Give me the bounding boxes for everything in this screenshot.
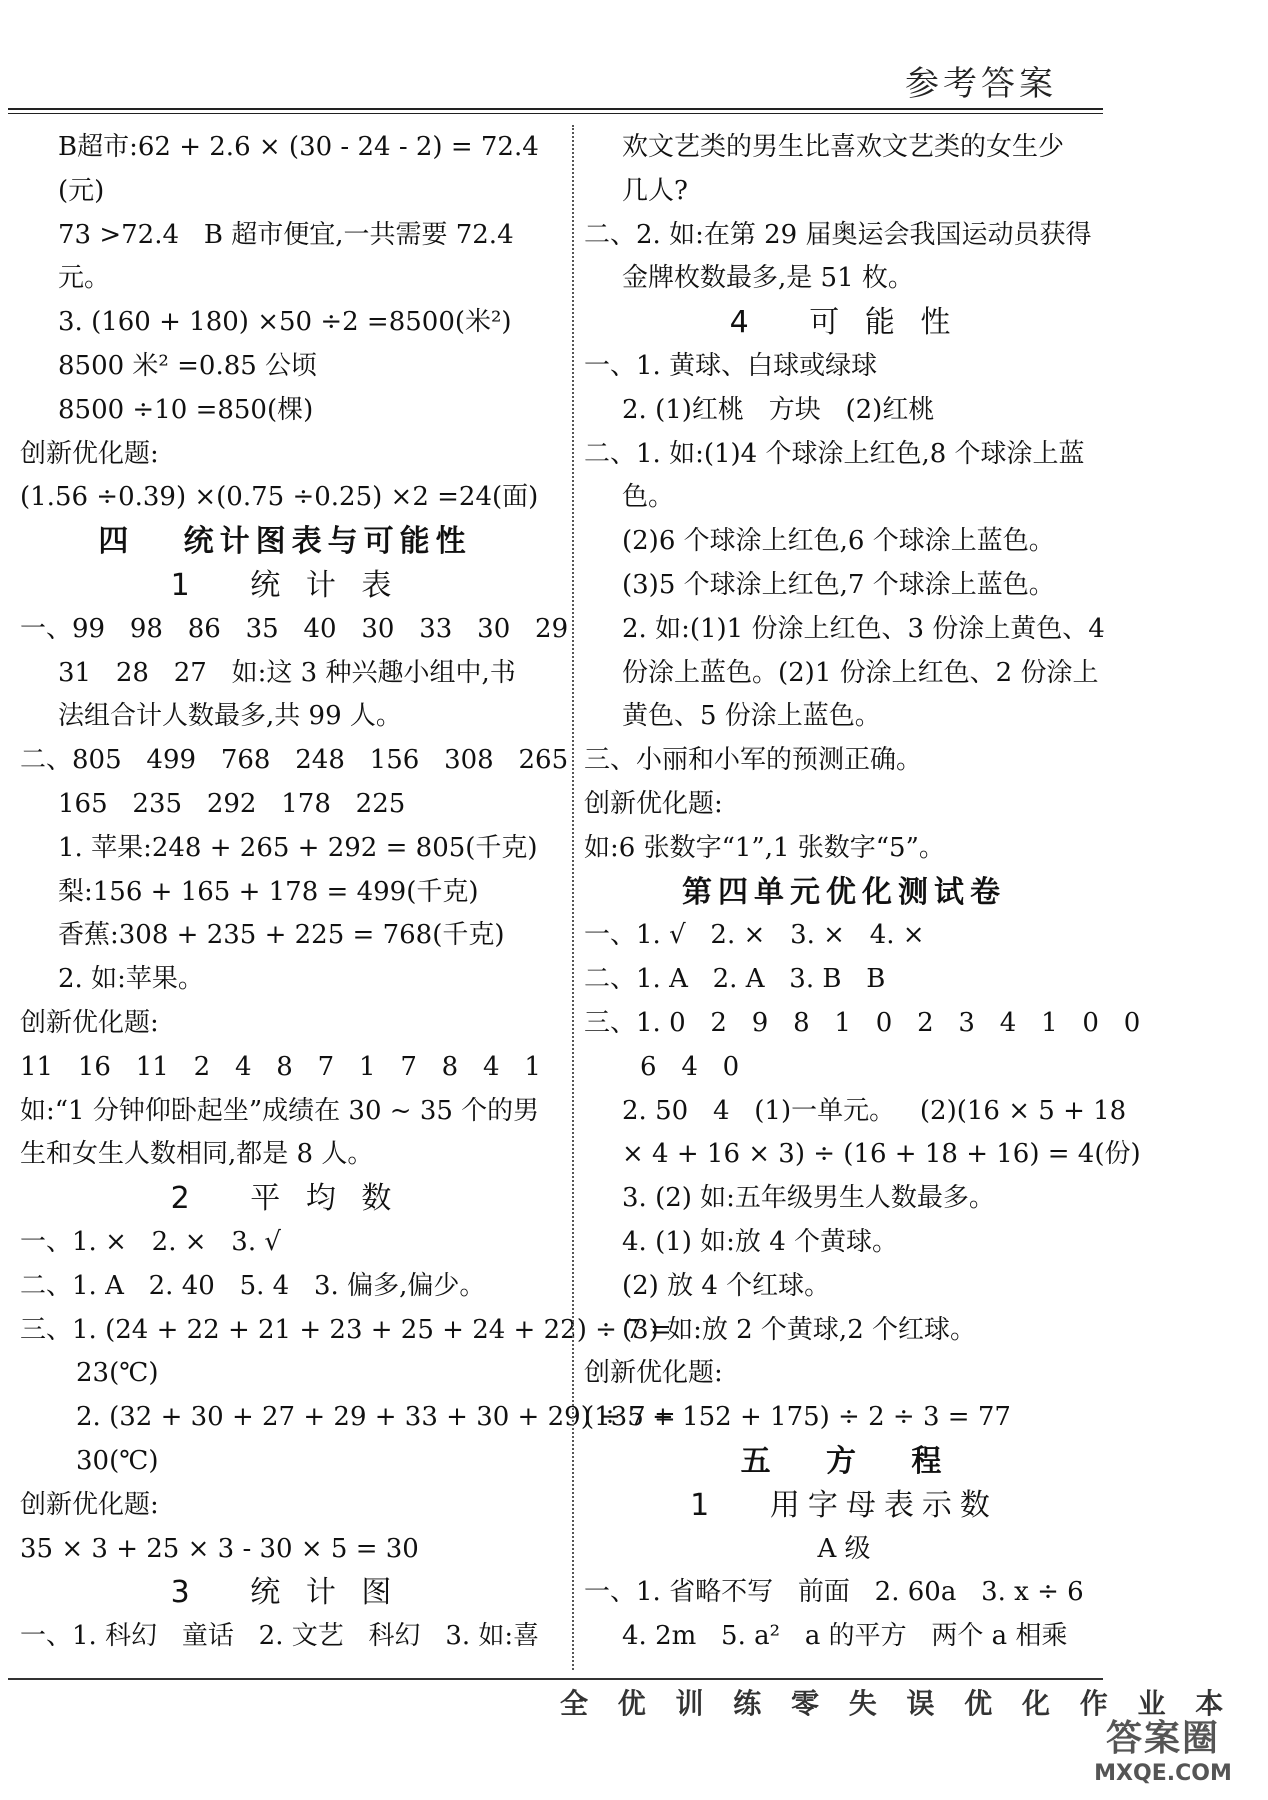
answer-line: 二、1. A 2. 40 5. 4 3. 偏多,偏少。 xyxy=(20,1270,486,1301)
answer-line: (2) 放 4 个红球。 xyxy=(622,1270,831,1301)
section-heading: 3 统 计 图 xyxy=(170,1575,400,1611)
section-heading: 五 方 程 xyxy=(740,1443,948,1479)
answer-line: 梨:156 + 165 + 178 = 499(千克) xyxy=(58,876,479,907)
answer-line: 份涂上蓝色。(2)1 份涂上红色、2 份涂上 xyxy=(622,657,1099,688)
answer-line: (135 + 152 + 175) ÷ 2 ÷ 3 = 77 xyxy=(584,1402,1011,1433)
section-heading: 第四单元优化测试卷 xyxy=(682,874,1006,910)
answer-line: 一、1. 黄球、白球或绿球 xyxy=(584,350,878,381)
answer-line: × 4 + 16 × 3) ÷ (16 + 18 + 16) = 4(份) xyxy=(622,1139,1141,1170)
answer-line: 如:6 张数字“1”,1 张数字“5”。 xyxy=(584,832,945,863)
answer-line: 2. 如:(1)1 份涂上红色、3 份涂上黄色、4 xyxy=(622,613,1105,644)
answer-line: (2)6 个球涂上红色,6 个球涂上蓝色。 xyxy=(622,526,1055,557)
answer-line: 二、2. 如:在第 29 届奥运会我国运动员获得 xyxy=(584,219,1092,250)
answer-line: 2. (32 + 30 + 27 + 29 + 33 + 30 + 29) ÷ 7 = xyxy=(76,1402,676,1433)
answer-line: 二、805 499 768 248 156 308 265 xyxy=(20,745,569,776)
answer-line: B超市:62 + 2.6 × (30 - 24 - 2) = 72.4 xyxy=(58,132,539,162)
answer-line: 创新优化题: xyxy=(584,1358,723,1389)
answer-line: 3. (160 + 180) ×50 ÷2 =8500(米²) xyxy=(58,307,512,338)
answer-line: 如:“1 分钟仰卧起坐”成绩在 30 ~ 35 个的男 xyxy=(20,1095,540,1126)
answer-line: 8500 ÷10 =850(棵) xyxy=(58,394,314,425)
section-heading: A 级 xyxy=(817,1533,871,1564)
answer-line: 三、小丽和小军的预测正确。 xyxy=(584,745,923,776)
answer-line: 一、1. × 2. × 3. √ xyxy=(20,1226,281,1257)
answer-line: (1.56 ÷0.39) ×(0.75 ÷0.25) ×2 =24(面) xyxy=(20,482,539,513)
answer-line: 165 235 292 178 225 xyxy=(58,788,406,819)
answer-line: 6 4 0 xyxy=(640,1051,740,1082)
answer-line: 8500 米² =0.85 公顷 xyxy=(58,350,318,381)
answer-line: 二、1. A 2. A 3. B B xyxy=(584,964,886,995)
answer-line: 一、1. 科幻 童话 2. 文艺 科幻 3. 如:喜 xyxy=(20,1621,540,1652)
answer-line: 色。 xyxy=(622,482,675,513)
answer-line: 2. 50 4 (1)一单元。 (2)(16 × 5 + 18 xyxy=(622,1095,1127,1126)
answer-line: 二、1. 如:(1)4 个球涂上红色,8 个球涂上蓝 xyxy=(584,438,1085,469)
answer-line: 3. (2) 如:五年级男生人数最多。 xyxy=(622,1183,995,1214)
answer-line: 元。 xyxy=(58,263,111,294)
answer-line: 欢文艺类的男生比喜欢文艺类的女生少 xyxy=(622,132,1065,162)
answer-line: 2. 如:苹果。 xyxy=(58,964,204,995)
answer-line: 创新优化题: xyxy=(584,788,723,819)
right-column xyxy=(584,126,1141,1659)
answer-line: 创新优化题: xyxy=(20,1489,159,1520)
answer-line: (3)5 个球涂上红色,7 个球涂上蓝色。 xyxy=(622,569,1055,600)
answer-line: 三、1. 0 2 9 8 1 0 2 3 4 1 0 0 xyxy=(584,1007,1141,1038)
answer-line: 创新优化题: xyxy=(20,1007,159,1038)
site-watermark xyxy=(1064,1718,1262,1792)
answer-line: 生和女生人数相同,都是 8 人。 xyxy=(20,1139,374,1170)
answer-line: (元) xyxy=(58,175,105,206)
section-heading: 四 统计图表与可能性 xyxy=(98,524,472,560)
header-label: 参考答案 xyxy=(905,64,1057,104)
column-divider xyxy=(572,125,574,1670)
answer-line: 31 28 27 如:这 3 种兴趣小组中,书 xyxy=(58,657,516,688)
answer-line: 黄色、5 份涂上蓝色。 xyxy=(622,701,881,732)
answer-line: 73 >72.4 B 超市便宜,一共需要 72.4 xyxy=(58,219,514,250)
answer-line: 一、99 98 86 35 40 30 33 30 29 xyxy=(20,613,569,644)
section-heading: 4 可 能 性 xyxy=(729,305,959,341)
answer-line: 30(℃) xyxy=(76,1445,159,1476)
answer-line: 35 × 3 + 25 × 3 - 30 × 5 = 30 xyxy=(20,1533,419,1564)
answer-line: 创新优化题: xyxy=(20,438,159,469)
answer-line: 2. (1)红桃 方块 (2)红桃 xyxy=(622,394,935,425)
answer-line: 4. (1) 如:放 4 个黄球。 xyxy=(622,1226,898,1257)
header-rule xyxy=(8,108,1103,114)
answer-line: 香蕉:308 + 235 + 225 = 768(千克) xyxy=(58,920,505,951)
answer-line: 几人? xyxy=(622,175,688,206)
section-heading: 1 用字母表示数 xyxy=(690,1487,998,1523)
answer-line: 11 16 11 2 4 8 7 1 7 8 4 1 xyxy=(20,1051,541,1082)
answer-line: 三、1. (24 + 22 + 21 + 23 + 25 + 24 + 22) ÷ 7 = xyxy=(20,1314,672,1345)
answer-line: 法组合计人数最多,共 99 人。 xyxy=(58,701,402,732)
answer-line: 一、1. √ 2. × 3. × 4. × xyxy=(584,920,925,951)
answer-line: 4. 2m 5. a² a 的平方 两个 a 相乘 xyxy=(622,1621,1068,1652)
section-heading: 1 统 计 表 xyxy=(170,567,400,603)
answer-line: (3) 如:放 2 个黄球,2 个红球。 xyxy=(622,1314,976,1345)
answer-line: 一、1. 省略不写 前面 2. 60a 3. x ÷ 6 xyxy=(584,1577,1084,1608)
answer-line: 1. 苹果:248 + 265 + 292 = 805(千克) xyxy=(58,832,538,863)
answer-line: 金牌枚数最多,是 51 枚。 xyxy=(622,263,914,294)
section-heading: 2 平 均 数 xyxy=(170,1181,400,1217)
footer-series-title: 全 优 训 练 零 失 误 优 化 作 业 本 xyxy=(560,1687,1234,1720)
answer-line: 23(℃) xyxy=(76,1358,159,1389)
watermark-url: MXQE.COM xyxy=(1094,1761,1232,1786)
footer-rule xyxy=(8,1678,1103,1680)
watermark-logo-text: 答案圈 xyxy=(1105,1718,1220,1759)
